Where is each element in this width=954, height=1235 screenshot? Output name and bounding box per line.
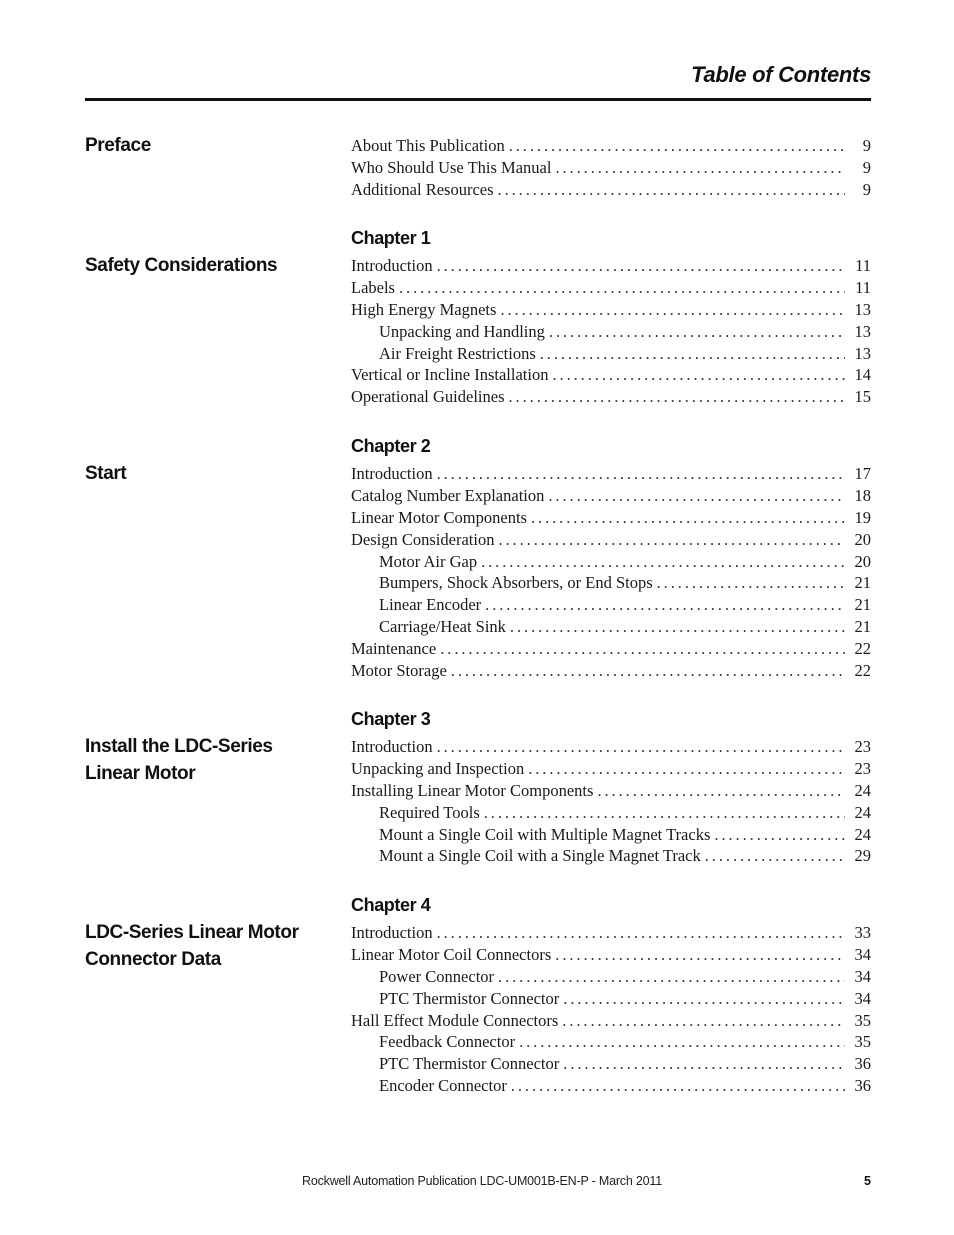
- toc-entry-label: Mount a Single Coil with Multiple Magnet Tracks: [379, 824, 711, 844]
- toc-entry[interactable]: [351, 365, 871, 387]
- toc-entry[interactable]: [351, 300, 871, 322]
- page-number: 5: [864, 1174, 871, 1188]
- toc-entry-label: PTC Thermistor Connector: [379, 1054, 560, 1074]
- dot-leader: [498, 967, 845, 987]
- toc-entry[interactable]: [351, 180, 871, 202]
- toc-entry-page: 13: [854, 343, 871, 363]
- toc-entry-label: Catalog Number Explanation: [351, 485, 545, 505]
- toc-entry[interactable]: [351, 617, 871, 639]
- toc-entry-label: Bumpers, Shock Absorbers, or End Stops: [379, 573, 653, 593]
- chapter-label: Chapter 1: [351, 228, 431, 248]
- dot-leader: [563, 989, 845, 1009]
- toc-entry-page: 22: [854, 661, 871, 681]
- dot-leader: [500, 300, 845, 320]
- dot-leader: [562, 1011, 845, 1031]
- toc-entry[interactable]: [351, 508, 871, 530]
- section-title: Start: [85, 463, 127, 484]
- dot-leader: [498, 180, 845, 200]
- toc-entry[interactable]: [351, 530, 871, 552]
- toc-entry-page: 21: [854, 617, 871, 637]
- toc-entry-label: Carriage/Heat Sink: [379, 617, 506, 637]
- toc-entry-page: 11: [855, 277, 871, 297]
- toc-entry-page: 22: [854, 639, 871, 659]
- section-title: Safety Considerations: [85, 255, 278, 276]
- toc-entry[interactable]: [351, 256, 871, 278]
- dot-leader: [484, 803, 845, 823]
- toc-entry-label: Air Freight Restrictions: [379, 343, 536, 363]
- toc-entry-label: Unpacking and Inspection: [351, 758, 525, 778]
- toc-entry-page: 21: [854, 573, 871, 593]
- toc-entry[interactable]: [351, 1054, 871, 1076]
- dot-leader: [451, 661, 845, 681]
- toc-entry-page: 18: [854, 485, 871, 505]
- toc-entry-page: 23: [854, 758, 871, 778]
- toc-entry-page: 36: [854, 1054, 871, 1074]
- dot-leader: [657, 573, 845, 593]
- dot-leader: [485, 595, 845, 615]
- dot-leader: [555, 158, 845, 178]
- toc-entry[interactable]: [351, 1032, 871, 1054]
- toc-entry-label: Labels: [351, 277, 395, 297]
- toc-entry-page: 9: [862, 179, 871, 199]
- dot-leader: [531, 508, 845, 528]
- dot-leader: [437, 256, 845, 276]
- toc-entry-label: Motor Air Gap: [379, 551, 478, 571]
- toc-entry-label: Unpacking and Handling: [379, 321, 545, 341]
- toc-entry-page: 13: [854, 299, 871, 319]
- toc-entry-page: 29: [854, 846, 871, 866]
- toc-entry-list: [351, 923, 871, 1098]
- toc-entry-label: Encoder Connector: [379, 1076, 507, 1096]
- dot-leader: [509, 387, 846, 407]
- toc-entry-label: High Energy Magnets: [351, 299, 497, 319]
- dot-leader: [548, 486, 845, 506]
- toc-entry-label: Hall Effect Module Connectors: [351, 1010, 559, 1030]
- toc-entry[interactable]: [351, 344, 871, 366]
- toc-entry[interactable]: [351, 322, 871, 344]
- dot-leader: [552, 365, 845, 385]
- toc-entry[interactable]: [351, 278, 871, 300]
- dot-leader: [714, 825, 845, 845]
- toc-entry[interactable]: [351, 737, 871, 759]
- toc-entry-list: [351, 464, 871, 683]
- toc-entry-label: Required Tools: [379, 802, 480, 822]
- toc-entry-label: Introduction: [351, 464, 433, 483]
- toc-entry-label: Operational Guidelines: [351, 387, 505, 407]
- toc-entry-page: 19: [854, 507, 871, 527]
- toc-entry-label: Feedback Connector: [379, 1032, 516, 1052]
- toc-entry-page: 13: [854, 321, 871, 341]
- toc-entry[interactable]: [351, 825, 871, 847]
- toc-entry-page: 15: [854, 387, 871, 407]
- page-title: Table of Contents: [691, 62, 871, 87]
- toc-entry-page: 23: [854, 737, 871, 756]
- toc-entry-page: 33: [854, 923, 871, 942]
- toc-entry-label: Introduction: [351, 923, 433, 942]
- toc-entry-page: 34: [854, 988, 871, 1008]
- section-title: Install the LDC-Series Linear Motor: [85, 736, 273, 784]
- toc-entry-label: Introduction: [351, 737, 433, 756]
- toc-entry-label: Vertical or Incline Installation: [351, 365, 549, 385]
- toc-entry-label: Introduction: [351, 256, 433, 275]
- toc-entry-page: 21: [854, 595, 871, 615]
- dot-leader: [399, 278, 845, 298]
- toc-entry-label: Mount a Single Coil with a Single Magnet Track: [379, 846, 701, 866]
- dot-leader: [510, 617, 845, 637]
- chapter-label: Chapter 4: [351, 895, 431, 915]
- toc-entry[interactable]: [351, 136, 871, 158]
- toc-entry[interactable]: [351, 846, 871, 868]
- toc-entry-list: [351, 136, 871, 202]
- toc-entry-label: Maintenance: [351, 639, 437, 659]
- toc-entry[interactable]: [351, 803, 871, 825]
- toc-entry[interactable]: [351, 486, 871, 508]
- toc-entry[interactable]: [351, 595, 871, 617]
- toc-entry-label: Linear Motor Components: [351, 507, 527, 527]
- toc-entry-page: 9: [862, 157, 871, 177]
- dot-leader: [555, 945, 845, 965]
- dot-leader: [437, 464, 845, 484]
- toc-entry[interactable]: [351, 781, 871, 803]
- toc-entry[interactable]: [351, 639, 871, 661]
- section-title: Preface: [85, 135, 151, 156]
- toc-entry-page: 9: [862, 136, 871, 155]
- toc-entry-label: Installing Linear Motor Components: [351, 780, 594, 800]
- dot-leader: [437, 737, 845, 757]
- toc-entry[interactable]: [351, 989, 871, 1011]
- toc-entry-page: 35: [854, 1010, 871, 1030]
- toc-entry-page: 34: [854, 966, 871, 986]
- toc-entry-label: Design Consideration: [351, 529, 495, 549]
- dot-leader: [540, 344, 845, 364]
- toc-entry[interactable]: [351, 464, 871, 486]
- dot-leader: [440, 639, 845, 659]
- toc-entry[interactable]: [351, 573, 871, 595]
- toc-entry[interactable]: [351, 759, 871, 781]
- toc-entry-page: 36: [854, 1076, 871, 1096]
- toc-entry[interactable]: [351, 1011, 871, 1033]
- toc-entry-label: Additional Resources: [351, 179, 494, 199]
- dot-leader: [597, 781, 845, 801]
- dot-leader: [437, 923, 845, 943]
- dot-leader: [519, 1032, 845, 1052]
- toc-entry-label: Power Connector: [379, 966, 495, 986]
- toc-entry-label: Linear Motor Coil Connectors: [351, 944, 552, 964]
- toc-entry-label: Motor Storage: [351, 661, 447, 681]
- dot-leader: [705, 846, 845, 866]
- toc-entry-page: 20: [854, 529, 871, 549]
- dot-leader: [549, 322, 845, 342]
- toc-entry-label: Who Should Use This Manual: [351, 157, 552, 177]
- dot-leader: [498, 530, 845, 550]
- toc-entry-page: 34: [854, 944, 871, 964]
- toc-entry[interactable]: [351, 923, 871, 945]
- chapter-label: Chapter 3: [351, 709, 431, 729]
- toc-entry[interactable]: [351, 387, 871, 409]
- toc-entry-label: About This Publication: [351, 136, 505, 155]
- toc-entry-page: 24: [854, 824, 871, 844]
- toc-entry[interactable]: [351, 552, 871, 574]
- toc-entry[interactable]: [351, 158, 871, 180]
- dot-leader: [511, 1076, 845, 1096]
- chapter-label: Chapter 2: [351, 436, 431, 456]
- toc-entry-page: 24: [854, 780, 871, 800]
- toc-entry-label: PTC Thermistor Connector: [379, 988, 560, 1008]
- toc-entry[interactable]: [351, 945, 871, 967]
- toc-entry[interactable]: [351, 661, 871, 683]
- dot-leader: [481, 552, 845, 572]
- toc-entry-label: Linear Encoder: [379, 595, 482, 615]
- section-title: LDC-Series Linear Motor Connector Data: [85, 922, 299, 970]
- toc-entry-page: 20: [854, 551, 871, 571]
- toc-entry[interactable]: [351, 967, 871, 989]
- dot-leader: [509, 136, 845, 156]
- toc-entry-page: 35: [854, 1032, 871, 1052]
- toc-entry-page: 17: [854, 464, 871, 483]
- toc-entry-list: [351, 256, 871, 409]
- toc-entry-page: 11: [855, 256, 871, 275]
- toc-entry-page: 14: [854, 365, 871, 385]
- header-divider: [85, 98, 871, 101]
- toc-entry[interactable]: [351, 1076, 871, 1098]
- publication-info: Rockwell Automation Publication LDC-UM001B-EN-P - March 2011: [302, 1174, 662, 1188]
- dot-leader: [563, 1054, 845, 1074]
- toc-entry-list: [351, 737, 871, 868]
- toc-entry-page: 24: [854, 802, 871, 822]
- dot-leader: [528, 759, 845, 779]
